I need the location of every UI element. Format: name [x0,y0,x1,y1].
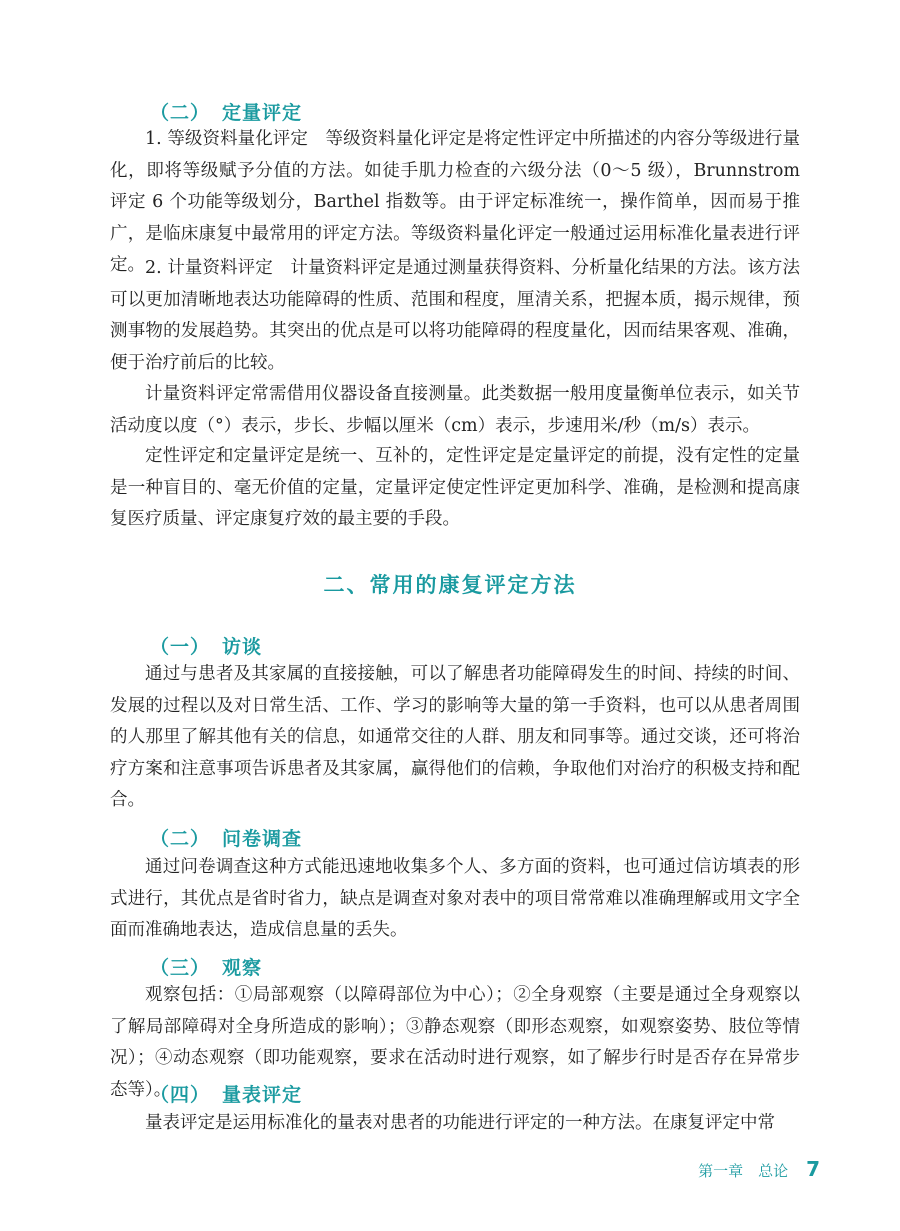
paragraph-instrument-measurement: 计量资料评定常需借用仪器设备直接测量。此类数据一般用度量衡单位表示，如关节活动度以度（°）表示，步长、步幅以厘米（cm）表示，步速用米/秒（m/s）表示。 [110,384,800,436]
subheading-quantitative [150,98,302,125]
section-heading-methods: 二、常用的康复评定方法 [323,573,577,597]
paragraph-scale: 量表评定是运用标准化的量表对患者的功能进行评定的一种方法。在康复评定中常 [145,1113,775,1133]
subheading-scale [150,1080,302,1107]
subheading-title: 问卷调查 [222,828,303,850]
subheading-interview [150,632,262,659]
subheading-title: 定量评定 [222,102,303,124]
paragraph-measurement-data: 2. 计量资料评定 计量资料评定是通过测量获得资料、分析量化结果的方法。该方法可以更加清晰地表达功能障碍的性质、范围和程度，厘清关系，把握本质，揭示规律，预测事物的发展趋势。其突出的优点是可以将功能障碍的程度量化，因而结果客观、准确，便于治疗前后的比较。 [110,258,800,373]
page-footer [698,1157,820,1181]
subheading-number: （二） [150,102,211,124]
subheading-questionnaire [150,824,302,851]
page-number: 7 [806,1157,820,1181]
paragraph-questionnaire: 通过问卷调查这种方式能迅速地收集多个人、多方面的资料，也可通过信访填表的形式进行，其优点是省时省力，缺点是调查对象对表中的项目常常难以准确理解或用文字全面而准确地表达，造成信息量的丢失。 [110,857,800,940]
subheading-number: （三） [150,957,211,979]
paragraph-observation: 观察包括：①局部观察（以障碍部位为中心）；②全身观察（主要是通过全身观察以了解局部障碍对全身所造成的影响）；③静态观察（即形态观察，如观察姿势、肢位等情况）；④动态观察（即功能观察，要求在活动时进行观察，如了解步行时是否存在异常步态等）。 [110,985,800,1100]
footer-chapter: 第一章 总论 [698,1162,789,1180]
paragraph-grade-quantification: 1. 等级资料量化评定 等级资料量化评定是将定性评定中所描述的内容分等级进行量化，即将等级赋予分值的方法。如徒手肌力检查的六级分法（0～5 级），Brunnstrom 评定 6 个功能等级划分，Barthel 指数等。由于评定标准统一，操作简单，因而易于推广，是临床康复中最常用的评定方法。等级资料量化评定一般通过运用标准化量表进行评定。 [110,129,800,275]
subheading-number: （四） [150,1084,211,1106]
subheading-number: （一） [150,636,211,658]
subheading-number: （二） [150,828,211,850]
subheading-title: 量表评定 [222,1084,303,1106]
subheading-title: 访谈 [222,636,263,658]
subheading-observation [150,953,262,980]
paragraph-qualitative-quantitative: 定性评定和定量评定是统一、互补的，定性评定是定量评定的前提，没有定性的定量是一种盲目的、毫无价值的定量，定量评定使定性评定更加科学、准确，是检测和提高康复医疗质量、评定康复疗效的最主要的手段。 [110,446,800,529]
subheading-title: 观察 [222,957,263,979]
paragraph-interview: 通过与患者及其家属的直接接触，可以了解患者功能障碍发生的时间、持续的时间、发展的过程以及对日常生活、工作、学习的影响等大量的第一手资料，也可以从患者周围的人那里了解其他有关的信息，如通常交往的人群、朋友和同事等。通过交谈，还可将治疗方案和注意事项告诉患者及其家属，赢得他们的信赖，争取他们对治疗的积极支持和配合。 [110,664,800,810]
